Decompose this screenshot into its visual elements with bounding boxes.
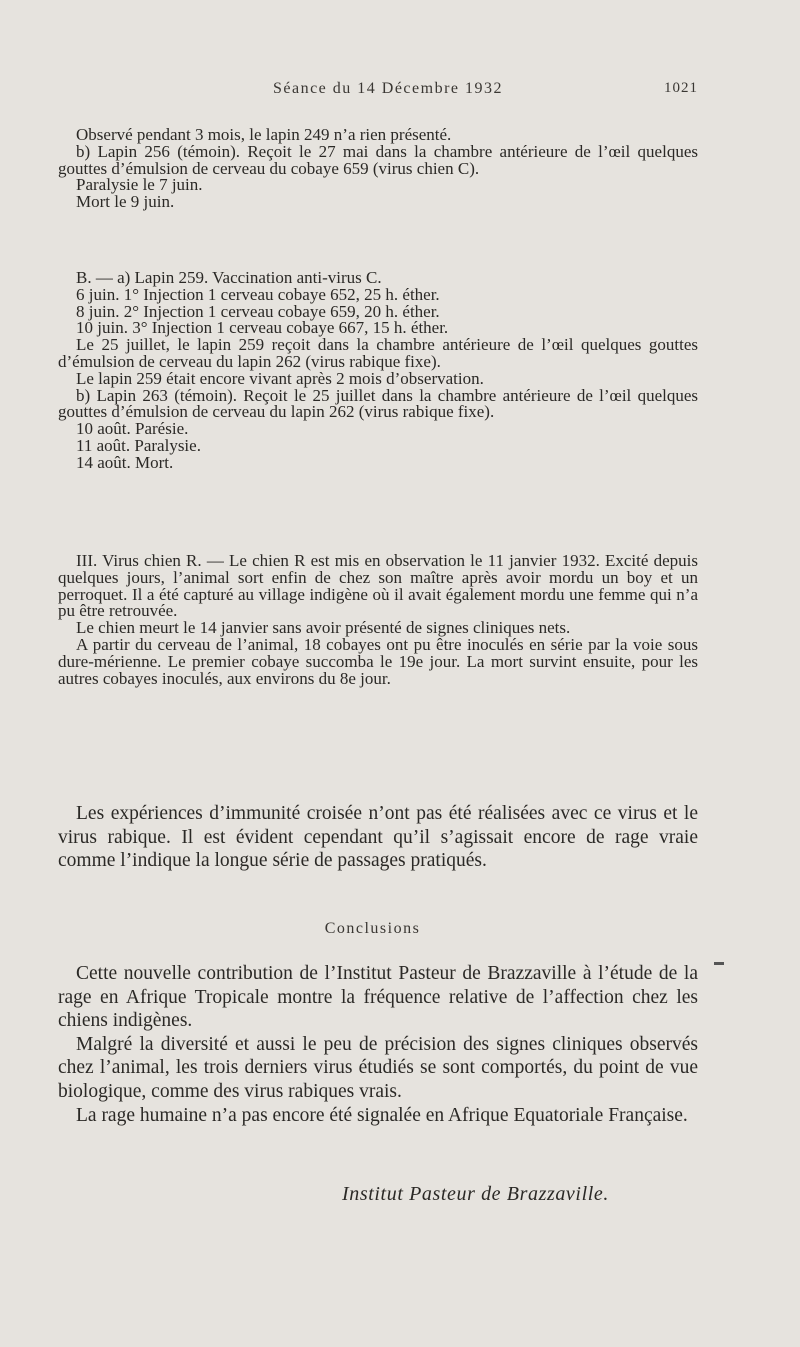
- page-number: 1021: [664, 80, 698, 96]
- paragraph: 11 août. Paralysie.: [76, 435, 201, 455]
- paragraph: 10 août. Parésie.: [76, 419, 189, 439]
- section-iii: [58, 553, 698, 687]
- paragraph: Cette nouvelle contribution de l’Institut Pasteur de Brazzaville à l’étude de la rage en Afrique Tropicale montre la fréquence relative de l’affection chez les chiens indigènes.: [58, 963, 698, 1032]
- paragraph: 8 juin. 2° Injection 1 cerveau cobaye 659, 20 h. éther.: [76, 301, 440, 321]
- section-a: [58, 127, 698, 211]
- paragraph: 10 juin. 3° Injection 1 cerveau cobaye 667, 15 h. éther.: [76, 318, 449, 338]
- paragraph: Le chien meurt le 14 janvier sans avoir présenté de signes cliniques nets.: [76, 618, 571, 638]
- signature: Institut Pasteur de Brazzaville.: [342, 1183, 609, 1205]
- running-title: Séance du 14 Décembre 1932: [272, 80, 504, 97]
- conclusions-heading: Conclusions: [324, 920, 421, 937]
- paragraph: 6 juin. 1° Injection 1 cerveau cobaye 652, 25 h. éther.: [76, 284, 440, 304]
- paragraph: b) Lapin 256 (témoin). Reçoit le 27 mai dans la chambre antérieure de l’œil quelques gouttes d’émulsion de cerveau du cobaye 659 (virus chien C).: [58, 141, 698, 178]
- paragraph: B. — a) Lapin 259. Vaccination anti-virus C.: [76, 268, 382, 287]
- discussion: [58, 802, 698, 873]
- paragraph: Les expériences d’immunité croisée n’ont pas été réalisées avec ce virus et le virus rabique. Il est évident cependant qu’il s’agissait encore de rage vraie comme l’indique la longue série de passages pratiqués.: [58, 803, 698, 872]
- paragraph: Observé pendant 3 mois, le lapin 249 n’a rien présenté.: [76, 125, 452, 144]
- paragraph: Le 25 juillet, le lapin 259 reçoit dans la chambre antérieure de l’œil quelques gouttes d’émulsion de cerveau du lapin 262 (virus rabique fixe).: [58, 335, 698, 371]
- paragraph: La rage humaine n’a pas encore été signalée en Afrique Equatoriale Française.: [76, 1104, 688, 1126]
- running-header: [78, 80, 698, 104]
- paragraph: A partir du cerveau de l’animal, 18 cobayes ont pu être inoculés en série par la voie sous dure-mérienne. Le premier cobaye succomba le 19e jour. La mort survint ensuite, pour les autres cobayes inoculés, aux environs du 8e jour.: [58, 634, 698, 688]
- paragraph: Malgré la diversité et aussi le peu de précision des signes cliniques observés chez l’animal, les trois derniers virus étudiés se sont comportés, du point de vue biologique, comme des virus rabiques vrais.: [58, 1033, 698, 1102]
- margin-mark: [714, 962, 724, 965]
- section-b: [58, 270, 698, 472]
- paragraph: 14 août. Mort.: [76, 452, 174, 472]
- paragraph: Paralysie le 7 juin.: [76, 175, 203, 195]
- paragraph: III. Virus chien R. — Le chien R est mis en observation le 11 janvier 1932. Excité depuis quelques jours, l’animal sort enfin de chez son maître après avoir mordu un boy et un perroquet. Il a été capturé au village indigène où il avait également mordu une femme qui n’a pu être retrouvée.: [58, 551, 698, 621]
- conclusions: [58, 962, 698, 1127]
- paragraph: Le lapin 259 était encore vivant après 2 mois d’observation.: [76, 368, 484, 388]
- paragraph: b) Lapin 263 (témoin). Reçoit le 25 juillet dans la chambre antérieure de l’œil quelques gouttes d’émulsion de cerveau du lapin 262 (virus rabique fixe).: [58, 385, 698, 422]
- paragraph: Mort le 9 juin.: [76, 192, 175, 212]
